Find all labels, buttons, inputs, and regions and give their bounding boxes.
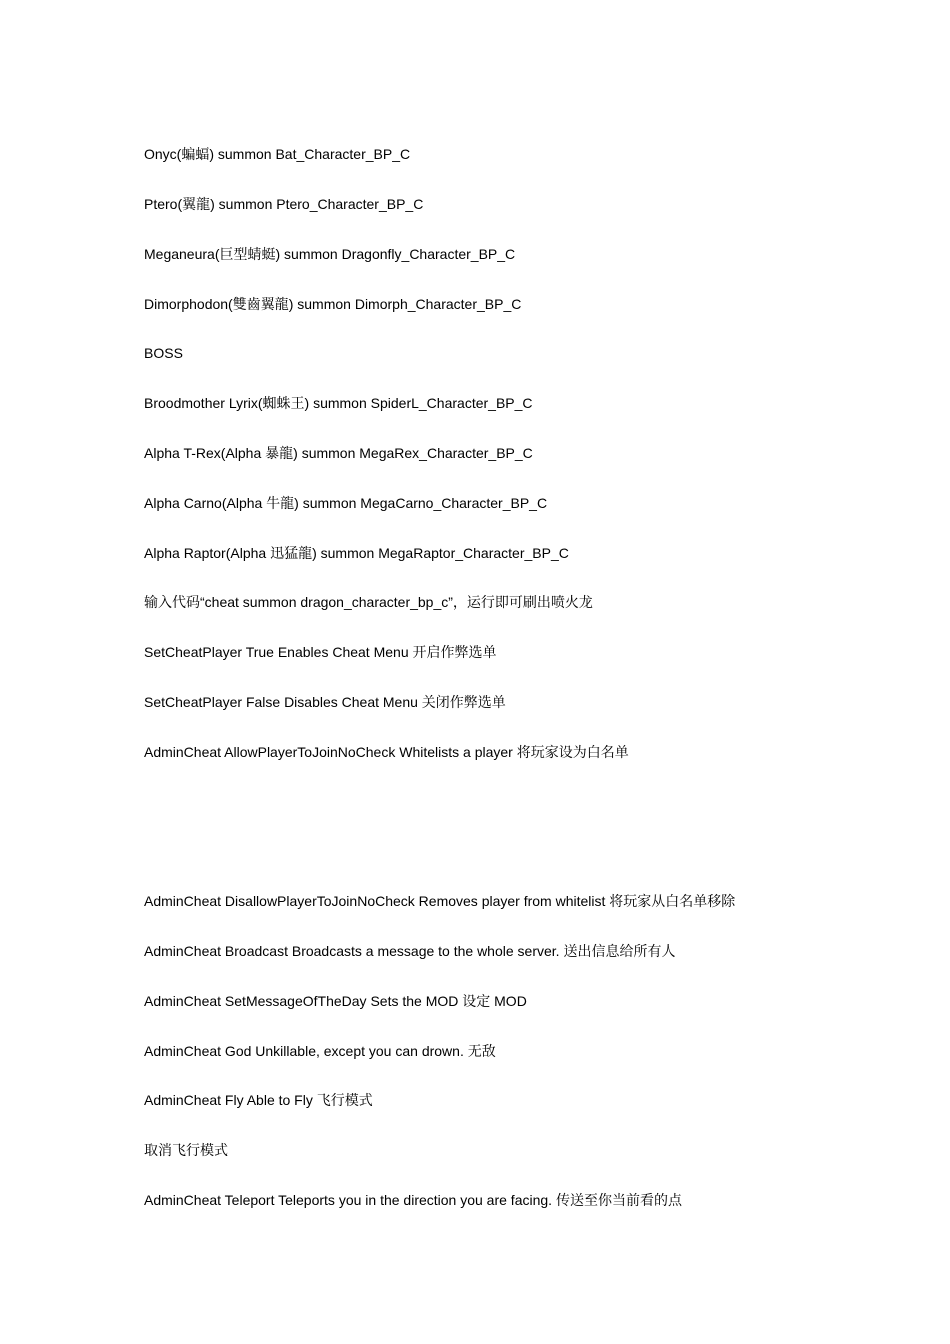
text-line: AdminCheat Broadcast Broadcasts a message to the whole server. 送出信息给所有人: [144, 943, 676, 959]
text-line: AdminCheat Teleport Teleports you in the direction you are facing. 传送至你当前看的点: [144, 1192, 682, 1208]
text-line: SetCheatPlayer False Disables Cheat Menu 关闭作弊选单: [144, 694, 506, 710]
text-line: AdminCheat DisallowPlayerToJoinNoCheck Removes player from whitelist 将玩家从白名单移除: [144, 893, 736, 909]
text-line: Meganeura(巨型蜻蜓) summon Dragonfly_Character_BP_C: [144, 246, 516, 262]
section-heading: BOSS: [144, 345, 183, 361]
text-line: SetCheatPlayer True Enables Cheat Menu 开启作弊选单: [144, 644, 497, 660]
text-line: Alpha Carno(Alpha 牛龍) summon MegaCarno_Character_BP_C: [144, 495, 548, 511]
text-line: 输入代码“cheat summon dragon_character_bp_c”，运行即可刷出喷火龙: [144, 594, 593, 610]
text-line: AdminCheat God Unkillable, except you can drown. 无敌: [144, 1043, 496, 1059]
text-line: Dimorphodon(雙齒翼龍) summon Dimorph_Character_BP_C: [144, 296, 522, 312]
text-line: Broodmother Lyrix(蜘蛛王) summon SpiderL_Character_BP_C: [144, 395, 533, 411]
text-line: Onyc(蝙蝠) summon Bat_Character_BP_C: [144, 146, 411, 162]
text-line: AdminCheat AllowPlayerToJoinNoCheck Whitelists a player 将玩家设为白名单: [144, 744, 629, 760]
text-line: Alpha Raptor(Alpha 迅猛龍) summon MegaRaptor_Character_BP_C: [144, 545, 569, 561]
text-line: Alpha T-Rex(Alpha 暴龍) summon MegaRex_Character_BP_C: [144, 445, 533, 461]
text-line: AdminCheat Fly Able to Fly 飞行模式: [144, 1092, 373, 1108]
text-line: 取消飞行模式: [144, 1142, 228, 1158]
text-line: Ptero(翼龍) summon Ptero_Character_BP_C: [144, 196, 424, 212]
text-line: AdminCheat SetMessageOfTheDay Sets the MOD 设定 MOD: [144, 993, 527, 1009]
